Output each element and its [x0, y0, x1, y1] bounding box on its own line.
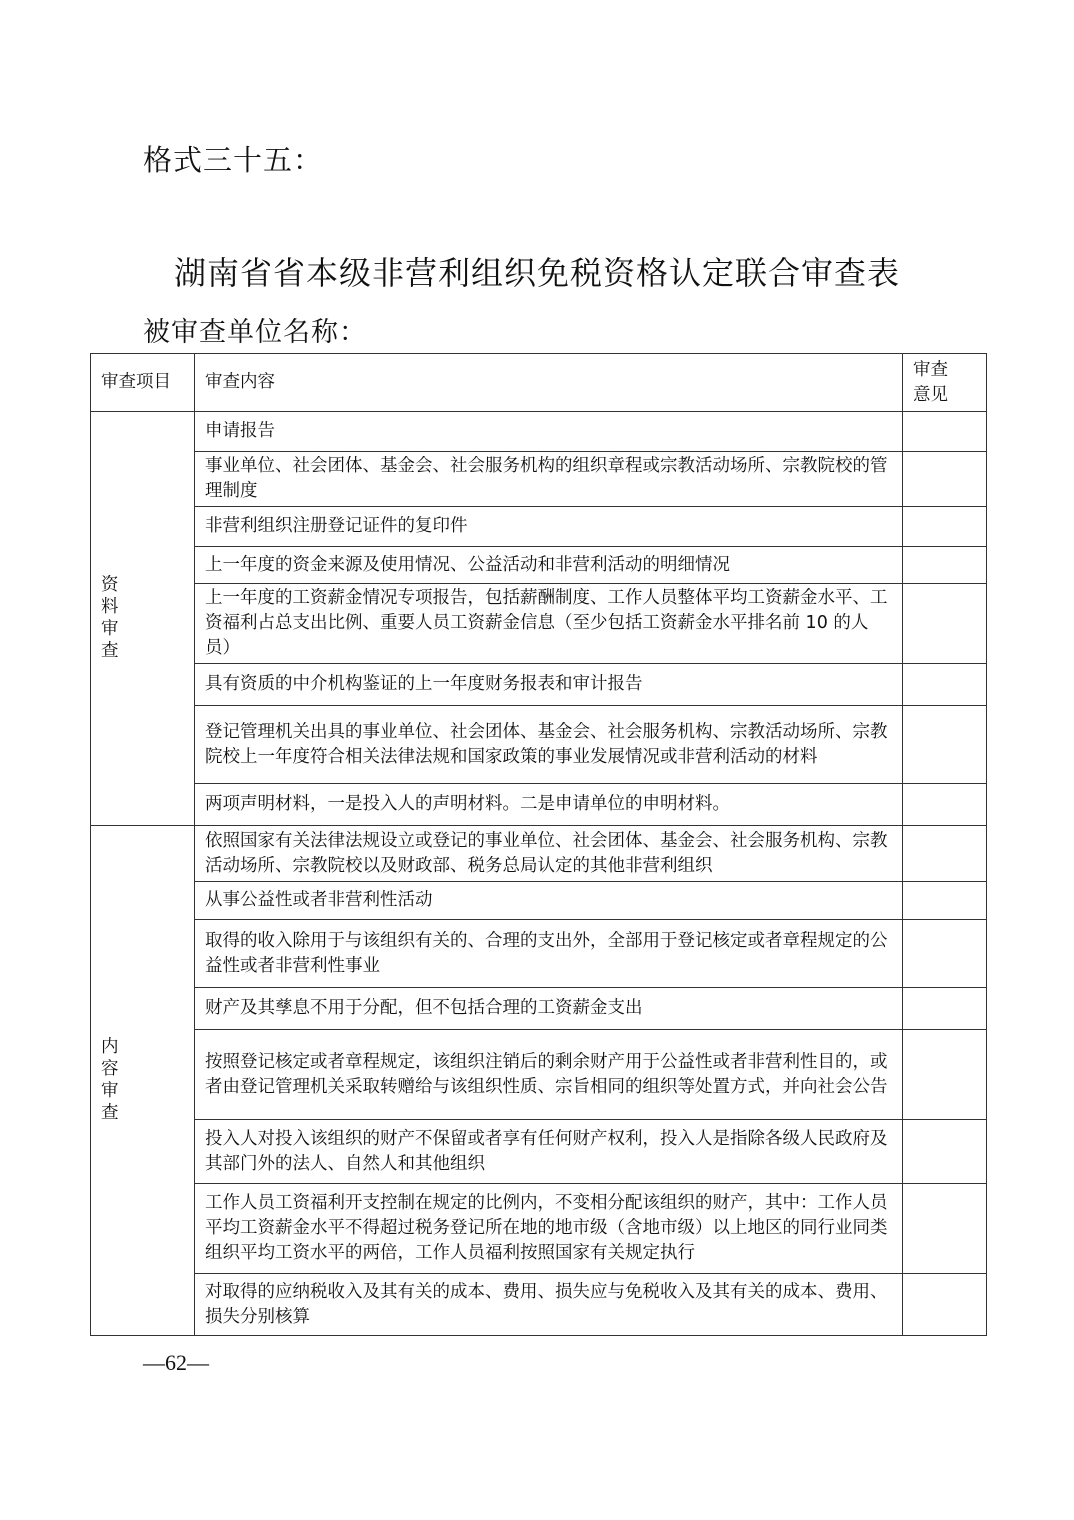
- review-content-cell: 申请报告: [195, 412, 903, 452]
- document-title: 湖南省省本级非营利组织免税资格认定联合审查表: [173, 254, 900, 292]
- review-opinion-cell[interactable]: [903, 882, 987, 920]
- table-row: [91, 920, 987, 988]
- review-opinion-cell[interactable]: [903, 412, 987, 452]
- review-opinion-cell[interactable]: [903, 1030, 987, 1120]
- review-category-label: 资料审查: [101, 574, 119, 661]
- table-row: [91, 1184, 987, 1274]
- review-content-cell: 具有资质的中介机构鉴证的上一年度财务报表和审计报告: [195, 664, 903, 706]
- table-row: [91, 412, 987, 452]
- header-opinion-line2: 意见: [913, 384, 948, 405]
- review-category: [91, 412, 195, 826]
- review-content-cell: 上一年度的资金来源及使用情况、公益活动和非营利活动的明细情况: [195, 547, 903, 584]
- review-content-cell: 取得的收入除用于与该组织有关的、合理的支出外，全部用于登记核定或者章程规定的公益性或者非营利性事业: [195, 920, 903, 988]
- review-opinion-cell[interactable]: [903, 547, 987, 584]
- table-row: [91, 1274, 987, 1336]
- review-content-cell: 上一年度的工资薪金情况专项报告，包括薪酬制度、工作人员整体平均工资薪金水平、工资福利占总支出比例、重要人员工资薪金信息（至少包括工资薪金水平排名前 10 的人员）: [195, 584, 903, 664]
- table-header-row: [91, 354, 987, 412]
- review-content-cell: 对取得的应纳税收入及其有关的成本、费用、损失应与免税收入及其有关的成本、费用、损失分别核算: [195, 1274, 903, 1336]
- header-review-item: 审查项目: [91, 354, 195, 412]
- review-content-cell: 非营利组织注册登记证件的复印件: [195, 507, 903, 547]
- review-content-cell: 财产及其孳息不用于分配，但不包括合理的工资薪金支出: [195, 988, 903, 1030]
- format-label: 格式三十五：: [143, 143, 324, 177]
- review-content-cell: 事业单位、社会团体、基金会、社会服务机构的组织章程或宗教活动场所、宗教院校的管理制度: [195, 452, 903, 507]
- reviewed-unit-label: 被审查单位名称：: [143, 317, 367, 348]
- table-row: [91, 452, 987, 507]
- review-content-cell: 登记管理机关出具的事业单位、社会团体、基金会、社会服务机构、宗教活动场所、宗教院校上一年度符合相关法律法规和国家政策的事业发展情况或非营利活动的材料: [195, 706, 903, 784]
- review-opinion-cell[interactable]: [903, 452, 987, 507]
- table-row: [91, 1030, 987, 1120]
- table-row: [91, 784, 987, 826]
- header-review-content: 审查内容: [195, 354, 903, 412]
- table-row: [91, 826, 987, 882]
- review-content-cell: 从事公益性或者非营利性活动: [195, 882, 903, 920]
- table-row: [91, 664, 987, 706]
- header-review-opinion: [903, 354, 987, 412]
- review-opinion-cell[interactable]: [903, 1184, 987, 1274]
- table-row: [91, 584, 987, 664]
- review-table: [90, 353, 987, 1336]
- review-content-cell: 依照国家有关法律法规设立或登记的事业单位、社会团体、基金会、社会服务机构、宗教活动场所、宗教院校以及财政部、税务总局认定的其他非营利组织: [195, 826, 903, 882]
- review-opinion-cell[interactable]: [903, 507, 987, 547]
- review-opinion-cell[interactable]: [903, 826, 987, 882]
- review-opinion-cell[interactable]: [903, 988, 987, 1030]
- page-number: —62—: [143, 1350, 209, 1375]
- review-content-cell: 两项声明材料，一是投入人的声明材料。二是申请单位的申明材料。: [195, 784, 903, 826]
- header-opinion-line1: 审查: [913, 359, 948, 380]
- table-row: [91, 1120, 987, 1184]
- review-opinion-cell[interactable]: [903, 1120, 987, 1184]
- review-content-cell: 投入人对投入该组织的财产不保留或者享有任何财产权利，投入人是指除各级人民政府及其部门外的法人、自然人和其他组织: [195, 1120, 903, 1184]
- table-row: [91, 507, 987, 547]
- review-category-label: 内容审查: [101, 1036, 119, 1123]
- table-row: [91, 988, 987, 1030]
- table-body: [91, 412, 987, 1336]
- review-opinion-cell[interactable]: [903, 664, 987, 706]
- review-opinion-cell[interactable]: [903, 920, 987, 988]
- review-opinion-cell[interactable]: [903, 584, 987, 664]
- review-content-cell: 按照登记核定或者章程规定，该组织注销后的剩余财产用于公益性或者非营利性目的，或者由登记管理机关采取转赠给与该组织性质、宗旨相同的组织等处置方式，并向社会公告: [195, 1030, 903, 1120]
- review-category: [91, 826, 195, 1336]
- review-opinion-cell[interactable]: [903, 1274, 987, 1336]
- review-content-cell: 工作人员工资福利开支控制在规定的比例内，不变相分配该组织的财产，其中：工作人员平均工资薪金水平不得超过税务登记所在地的地市级（含地市级）以上地区的同行业同类组织平均工资水平的两倍，工作人员福利按照国家有关规定执行: [195, 1184, 903, 1274]
- table-row: [91, 706, 987, 784]
- review-opinion-cell[interactable]: [903, 784, 987, 826]
- table-row: [91, 882, 987, 920]
- review-opinion-cell[interactable]: [903, 706, 987, 784]
- table-row: [91, 547, 987, 584]
